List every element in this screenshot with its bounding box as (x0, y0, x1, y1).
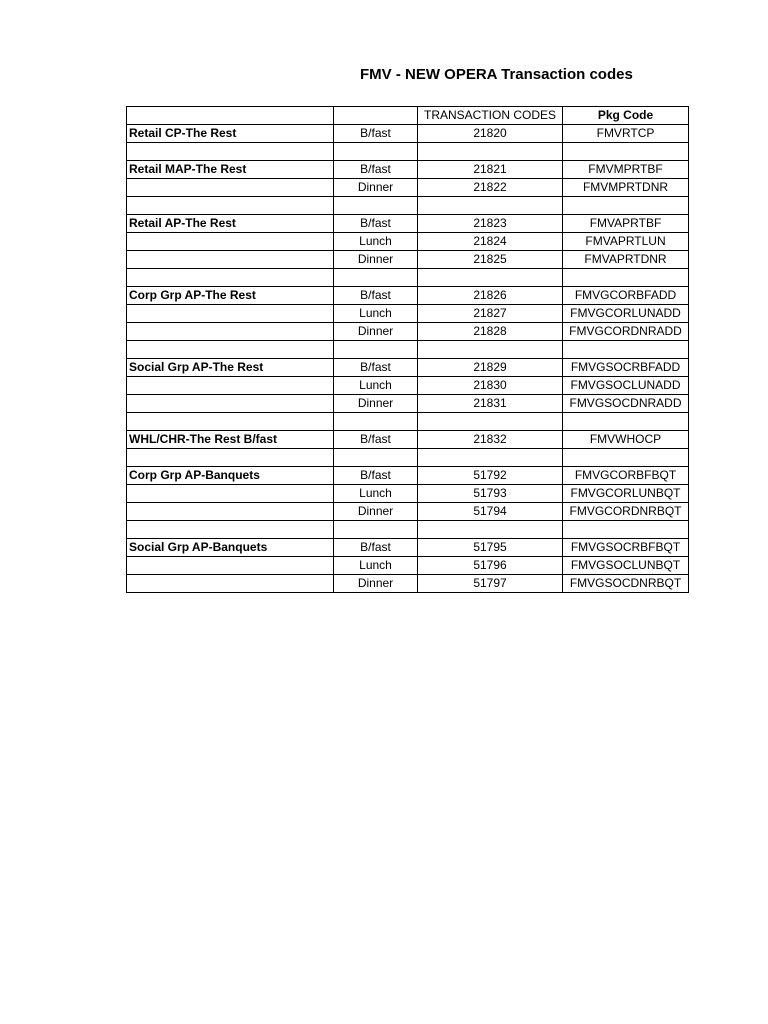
cell-code: 21828 (418, 323, 563, 341)
cell-pkg (563, 197, 689, 215)
cell-name (127, 197, 334, 215)
cell-code (418, 341, 563, 359)
cell-code: 51796 (418, 557, 563, 575)
cell-name (127, 485, 334, 503)
cell-meal: B/fast (334, 539, 418, 557)
table-row (127, 359, 689, 377)
cell-meal (334, 269, 418, 287)
table-row (127, 521, 689, 539)
cell-code (418, 143, 563, 161)
header-pkg-code: Pkg Code (563, 107, 689, 125)
cell-meal: Lunch (334, 377, 418, 395)
cell-meal: B/fast (334, 287, 418, 305)
cell-name (127, 503, 334, 521)
cell-name: Corp Grp AP-The Rest (127, 287, 334, 305)
table-row (127, 233, 689, 251)
page-title: FMV - NEW OPERA Transaction codes (360, 66, 633, 83)
header-transaction-codes: TRANSACTION CODES (418, 107, 563, 125)
cell-meal: Dinner (334, 503, 418, 521)
cell-meal: B/fast (334, 467, 418, 485)
cell-name (127, 557, 334, 575)
table-row (127, 449, 689, 467)
table-row (127, 287, 689, 305)
cell-name (127, 449, 334, 467)
cell-name: Retail MAP-The Rest (127, 161, 334, 179)
cell-name: Corp Grp AP-Banquets (127, 467, 334, 485)
cell-meal (334, 197, 418, 215)
cell-meal: Dinner (334, 323, 418, 341)
cell-pkg (563, 341, 689, 359)
cell-pkg: FMVGSOCRBFADD (563, 359, 689, 377)
cell-code: 21820 (418, 125, 563, 143)
cell-pkg: FMVWHOCP (563, 431, 689, 449)
cell-pkg: FMVGCORDNRADD (563, 323, 689, 341)
table-row (127, 467, 689, 485)
cell-meal: B/fast (334, 215, 418, 233)
cell-code: 21822 (418, 179, 563, 197)
cell-name (127, 179, 334, 197)
cell-code: 51794 (418, 503, 563, 521)
cell-code: 21823 (418, 215, 563, 233)
cell-pkg (563, 143, 689, 161)
table-row (127, 323, 689, 341)
cell-pkg: FMVGCORBFADD (563, 287, 689, 305)
cell-pkg: FMVGSOCRBFBQT (563, 539, 689, 557)
table-row (127, 197, 689, 215)
cell-meal: Lunch (334, 305, 418, 323)
cell-pkg: FMVGSOCLUNBQT (563, 557, 689, 575)
cell-pkg: FMVRTCP (563, 125, 689, 143)
cell-pkg: FMVGCORDNRBQT (563, 503, 689, 521)
table-row (127, 341, 689, 359)
cell-meal (334, 521, 418, 539)
header-row (127, 107, 689, 125)
cell-pkg (563, 521, 689, 539)
cell-code: 21831 (418, 395, 563, 413)
cell-meal (334, 341, 418, 359)
table-row (127, 377, 689, 395)
table-row (127, 557, 689, 575)
table-row (127, 485, 689, 503)
cell-meal: Lunch (334, 485, 418, 503)
cell-pkg: FMVGCORBFBQT (563, 467, 689, 485)
header-meal (334, 107, 418, 125)
cell-meal (334, 413, 418, 431)
cell-code (418, 269, 563, 287)
table-row (127, 575, 689, 593)
cell-code: 21821 (418, 161, 563, 179)
cell-name: Retail AP-The Rest (127, 215, 334, 233)
cell-name: WHL/CHR-The Rest B/fast (127, 431, 334, 449)
table-body (127, 125, 689, 593)
cell-pkg: FMVAPRTLUN (563, 233, 689, 251)
cell-code: 21825 (418, 251, 563, 269)
cell-code: 21830 (418, 377, 563, 395)
cell-code: 21824 (418, 233, 563, 251)
cell-name (127, 233, 334, 251)
cell-meal: B/fast (334, 161, 418, 179)
cell-name (127, 305, 334, 323)
cell-name (127, 521, 334, 539)
cell-pkg: FMVGCORLUNBQT (563, 485, 689, 503)
cell-name (127, 413, 334, 431)
cell-pkg: FMVGSOCDNRBQT (563, 575, 689, 593)
cell-code (418, 413, 563, 431)
cell-name (127, 377, 334, 395)
table-row (127, 125, 689, 143)
cell-meal: Lunch (334, 557, 418, 575)
cell-code (418, 521, 563, 539)
table-row (127, 143, 689, 161)
cell-meal: B/fast (334, 431, 418, 449)
table-row (127, 431, 689, 449)
table-row (127, 215, 689, 233)
cell-meal: Lunch (334, 233, 418, 251)
cell-name (127, 143, 334, 161)
cell-pkg: FMVAPRTBF (563, 215, 689, 233)
cell-meal (334, 449, 418, 467)
cell-meal: Dinner (334, 395, 418, 413)
cell-pkg: FMVMPRTDNR (563, 179, 689, 197)
cell-meal: B/fast (334, 359, 418, 377)
table-row (127, 179, 689, 197)
header-name (127, 107, 334, 125)
cell-meal: B/fast (334, 125, 418, 143)
cell-code: 51793 (418, 485, 563, 503)
table-row (127, 413, 689, 431)
cell-code (418, 197, 563, 215)
cell-code: 21832 (418, 431, 563, 449)
cell-code: 21826 (418, 287, 563, 305)
table-row (127, 503, 689, 521)
cell-pkg: FMVAPRTDNR (563, 251, 689, 269)
cell-code: 51795 (418, 539, 563, 557)
cell-name (127, 323, 334, 341)
cell-meal: Dinner (334, 575, 418, 593)
cell-name (127, 395, 334, 413)
cell-code: 21827 (418, 305, 563, 323)
table-row (127, 251, 689, 269)
cell-name: Social Grp AP-Banquets (127, 539, 334, 557)
cell-pkg: FMVGCORLUNADD (563, 305, 689, 323)
cell-pkg: FMVMPRTBF (563, 161, 689, 179)
table-row (127, 539, 689, 557)
table-row (127, 395, 689, 413)
cell-code: 21829 (418, 359, 563, 377)
cell-meal: Dinner (334, 251, 418, 269)
table-row (127, 269, 689, 287)
cell-name (127, 341, 334, 359)
cell-name (127, 575, 334, 593)
cell-code: 51792 (418, 467, 563, 485)
cell-name: Social Grp AP-The Rest (127, 359, 334, 377)
table-row (127, 161, 689, 179)
transaction-codes-table (126, 106, 689, 593)
cell-meal (334, 143, 418, 161)
cell-name (127, 251, 334, 269)
cell-pkg: FMVGSOCDNRADD (563, 395, 689, 413)
cell-pkg: FMVGSOCLUNADD (563, 377, 689, 395)
cell-meal: Dinner (334, 179, 418, 197)
cell-code (418, 449, 563, 467)
cell-name: Retail CP-The Rest (127, 125, 334, 143)
table-row (127, 305, 689, 323)
cell-pkg (563, 449, 689, 467)
cell-pkg (563, 413, 689, 431)
cell-name (127, 269, 334, 287)
cell-code: 51797 (418, 575, 563, 593)
cell-pkg (563, 269, 689, 287)
